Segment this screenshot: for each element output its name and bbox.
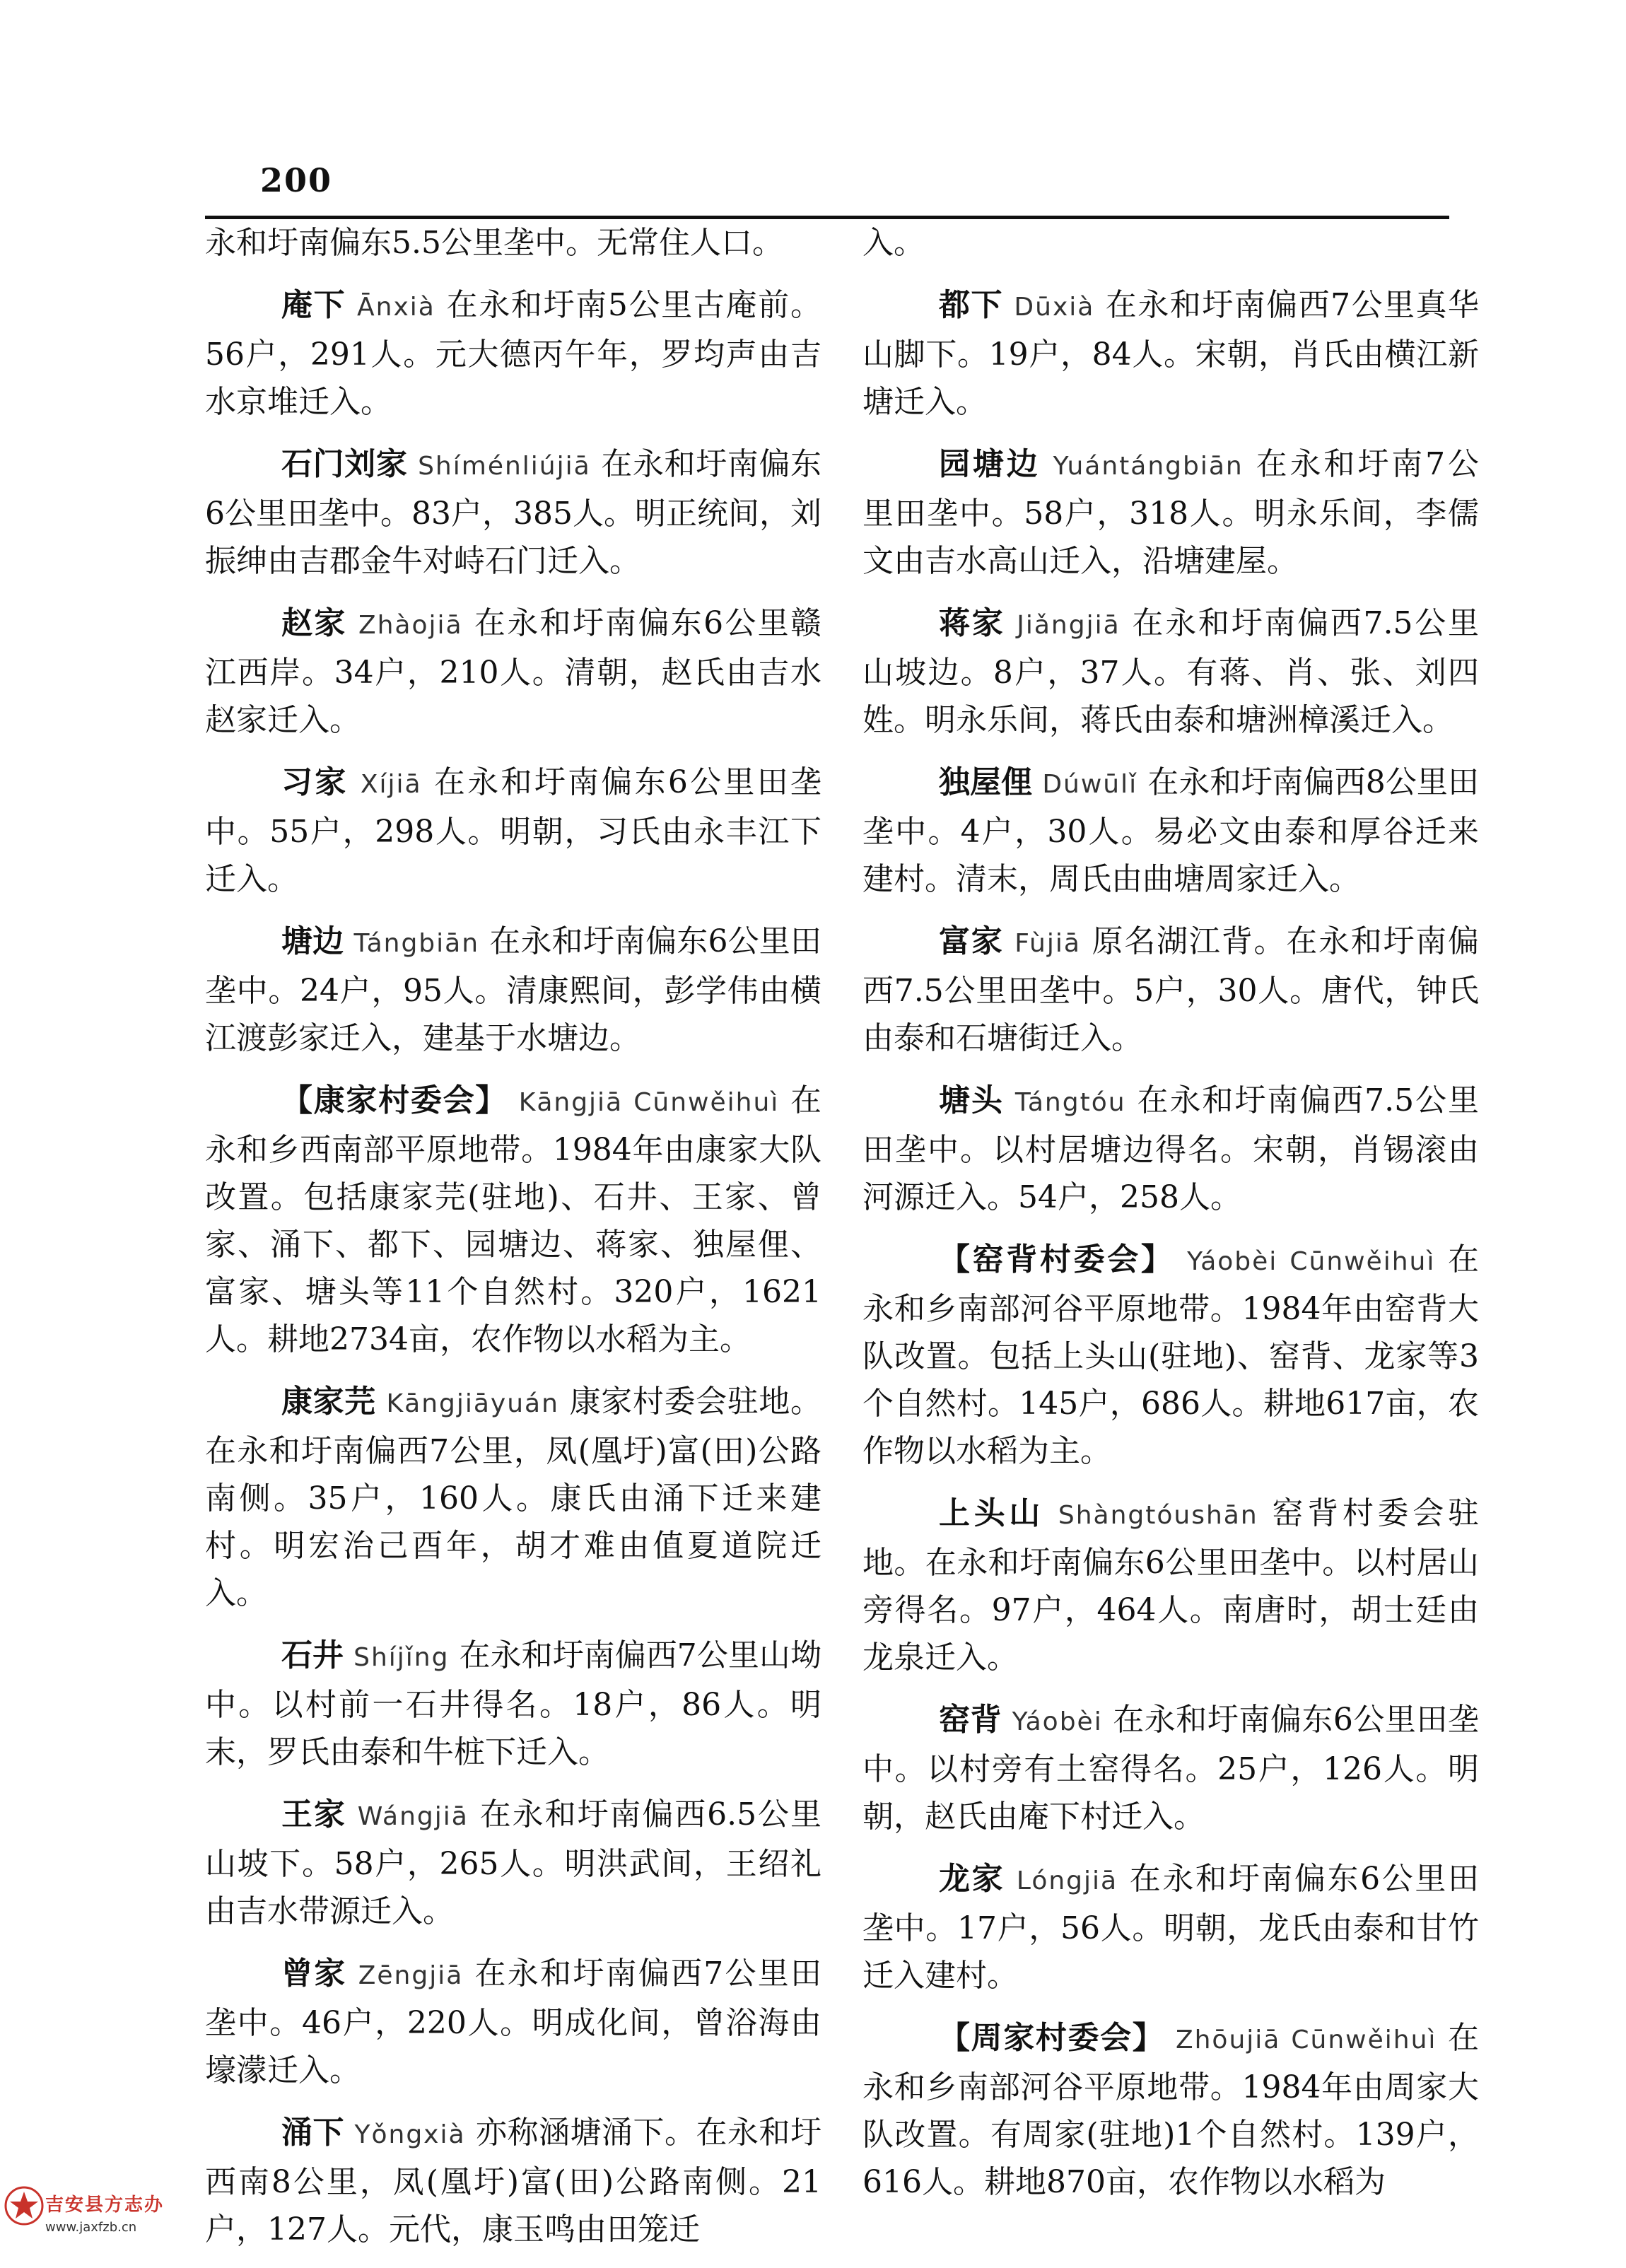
entry-paragraph xyxy=(205,1791,821,1935)
entry-heading: 涌下 xyxy=(281,2115,344,2151)
entry-text: 在永和圩南偏西6.5公里山坡下。58户，265人。明洪武间，王绍礼由吉水带源迁入。 xyxy=(205,1796,821,1929)
entry-paragraph xyxy=(862,2014,1479,2206)
entry-paragraph xyxy=(205,1632,821,1776)
red-star-emblem-icon xyxy=(4,2186,44,2226)
entry-romanization: Dúwūlǐ xyxy=(1042,770,1138,799)
entry-romanization: Jiǎngjiā xyxy=(1017,611,1121,640)
entry-romanization: Kāngjiāyuán xyxy=(386,1389,559,1418)
entry-heading: 曾家 xyxy=(281,1956,347,1992)
entry-romanization: Yáobèi xyxy=(1012,1707,1103,1736)
entry-heading: 【窑背村委会】 xyxy=(939,1241,1175,1278)
entry-romanization: Fùjiā xyxy=(1014,929,1081,958)
entry-paragraph xyxy=(862,1490,1479,1681)
entry-romanization: Lóngjiā xyxy=(1016,1866,1118,1895)
entry-text: 在永和圩南偏西7公里田垄中。46户，220人。明成化间，曾浴海由壕濛迁入。 xyxy=(205,1956,821,2088)
entry-text: 在永和圩南5公里古庵前。56户，291人。元大德丙午年，罗均声由吉水京堆迁入。 xyxy=(205,287,821,420)
entry-heading: 石门刘家 xyxy=(281,446,408,482)
entry-paragraph xyxy=(205,1378,821,1617)
page-number: 200 xyxy=(260,161,333,199)
entry-text: 在永和圩南偏西7公里山坳中。以村前一石井得名。18户，86人。明末，罗氏由泰和牛桩下迁入。 xyxy=(205,1637,821,1770)
entry-paragraph xyxy=(862,1236,1479,1475)
entry-paragraph xyxy=(205,2109,821,2253)
entry-text: 在永和圩南偏东6公里赣江西岸。34户，210人。清朝，赵氏由吉水赵家迁入。 xyxy=(205,605,821,738)
watermark-url: www.jaxfzb.cn xyxy=(45,2220,137,2235)
entry-romanization: Tángbiān xyxy=(353,929,480,958)
entry-paragraph xyxy=(862,281,1479,426)
entry-text: 在永和乡南部河谷平原地带。1984年由窑背大队改置。包括上头山(驻地)、窑背、龙家等3个自然村。145户，686人。耕地617亩，农作物以水稻为主。 xyxy=(862,1241,1480,1469)
entry-text: 在永和圩南偏东6公里田垄中。55户，298人。明朝，习氏由永丰江下迁入。 xyxy=(205,764,821,897)
entry-romanization: Yǒngxià xyxy=(354,2120,466,2149)
entry-text: 在永和圩南7公里田垄中。58户，318人。明永乐间，李儒文由吉水高山迁入，沿塘建屋。 xyxy=(862,446,1479,579)
entry-heading: 都下 xyxy=(939,287,1003,323)
entry-paragraph xyxy=(862,759,1479,903)
entry-text: 在永和圩南偏西7公里真华山脚下。19户，84人。宋朝，肖氏由横江新塘迁入。 xyxy=(862,287,1479,420)
entry-romanization: Shíjǐng xyxy=(353,1643,450,1672)
entry-paragraph xyxy=(205,600,821,744)
entry-text: 在永和乡西南部平原地带。1984年由康家大队改置。包括康家芫(驻地)、石井、王家、曾家、涌下、都下、园塘边、蒋家、独屋俚、富家、塘头等11个自然村。320户，1621人。耕地2734亩，农作物以水稻为主。 xyxy=(205,1082,821,1357)
entry-heading: 习家 xyxy=(281,764,349,800)
entry-paragraph xyxy=(205,440,821,585)
entry-heading: 【周家村委会】 xyxy=(939,2020,1165,2056)
entry-paragraph xyxy=(205,918,821,1062)
entry-heading: 上头山 xyxy=(939,1495,1045,1531)
entry-paragraph xyxy=(862,219,1479,267)
entry-paragraph xyxy=(862,440,1479,585)
entry-romanization: Xíjiā xyxy=(360,770,422,799)
watermark-title: 吉安县方志办 xyxy=(45,2194,165,2216)
entry-paragraph xyxy=(205,759,821,903)
entry-romanization: Ānxià xyxy=(357,293,435,322)
entry-romanization: Kāngjiā Cūnwěihuì xyxy=(518,1088,780,1117)
entry-text: 在永和圩南偏东6公里田垄中。24户，95人。清康熙间，彭学伟由横江渡彭家迁入，建基于水塘边。 xyxy=(205,923,821,1056)
entry-text: 在永和圩南偏西8公里田垄中。4户，30人。易必文由泰和厚谷迁来建村。清末，周氏由曲塘周家迁入。 xyxy=(862,764,1480,897)
entry-heading: 园塘边 xyxy=(939,446,1041,482)
entry-romanization: Shàngtóushān xyxy=(1058,1501,1258,1530)
entry-text: 在永和圩南偏东6公里田垄中。17户，56人。明朝，龙氏由泰和甘竹迁入建村。 xyxy=(862,1861,1479,1994)
entry-text: 原名湖江背。在永和圩南偏西7.5公里田垄中。5户，30人。唐代，钟氏由泰和石塘街迁入。 xyxy=(862,923,1479,1056)
entry-text: 在永和圩南偏西7.5公里田垄中。以村居塘边得名。宋朝，肖锡滚由河源迁入。54户，258人。 xyxy=(862,1082,1479,1215)
entry-text: 在永和圩南偏东6公里田垄中。83户，385人。明正统间，刘振绅由吉郡金牛对峙石门迁入。 xyxy=(205,446,821,579)
entry-paragraph xyxy=(862,600,1479,744)
entry-paragraph xyxy=(205,281,821,426)
entry-heading: 石井 xyxy=(281,1637,344,1673)
entry-text: 在永和乡南部河谷平原地带。1984年由周家大队改置。有周家(驻地)1个自然村。139户，616人。耕地870亩，农作物以水稻为 xyxy=(862,2020,1479,2200)
entry-text: 永和圩南偏东5.5公里垄中。无常住人口。 xyxy=(205,225,783,261)
entry-romanization: Shíménliújiā xyxy=(418,452,591,481)
right-column xyxy=(862,219,1479,2221)
entry-romanization: Dūxià xyxy=(1014,293,1095,322)
entry-text: 康家村委会驻地。在永和圩南偏西7公里，凤(凰圩)富(田)公路南侧。35户，160人。康氏由涌下迁来建村。明宏治己酉年，胡才难由值夏道院迁入。 xyxy=(205,1384,821,1611)
entry-paragraph xyxy=(862,1855,1479,1999)
entry-paragraph xyxy=(862,1077,1479,1221)
entry-heading: 龙家 xyxy=(939,1861,1005,1897)
entry-romanization: Zēngjiā xyxy=(358,1961,464,1990)
watermark xyxy=(4,2183,167,2247)
entry-heading: 赵家 xyxy=(281,605,347,641)
entry-text: 在永和圩南偏东6公里田垄中。以村旁有土窑得名。25户，126人。明朝，赵氏由庵下村迁入。 xyxy=(862,1702,1479,1835)
entry-paragraph xyxy=(862,918,1479,1062)
entry-romanization: Wángjiā xyxy=(357,1802,469,1831)
entry-text: 在永和圩南偏西7.5公里山坡边。8户，37人。有蒋、肖、张、刘四姓。明永乐间，蒋氏由泰和塘洲樟溪迁入。 xyxy=(862,605,1479,738)
entry-romanization: Yáobèi Cūnwěihuì xyxy=(1187,1247,1436,1276)
entry-romanization: Tángtóu xyxy=(1014,1088,1126,1117)
entry-heading: 独屋俚 xyxy=(939,764,1033,800)
entry-heading: 王家 xyxy=(281,1796,346,1832)
entry-romanization: Yuántángbiān xyxy=(1053,452,1244,481)
entry-heading: 庵下 xyxy=(281,287,346,323)
entry-text: 窑背村委会驻地。在永和圩南偏东6公里田垄中。以村居山旁得名。97户，464人。南唐时，胡士廷由龙泉迁入。 xyxy=(862,1495,1479,1676)
entry-heading: 富家 xyxy=(939,923,1004,959)
entry-paragraph xyxy=(205,219,821,267)
entry-heading: 窑背 xyxy=(939,1702,1002,1738)
entry-text: 亦称涵塘涌下。在永和圩西南8公里，凤(凰圩)富(田)公路南侧。21户，127人。元代，康玉鸣由田笼迁 xyxy=(205,2115,821,2247)
entry-heading: 塘头 xyxy=(939,1082,1004,1118)
left-column xyxy=(205,219,821,2268)
entry-heading: 【康家村委会】 xyxy=(281,1082,508,1118)
entry-heading: 塘边 xyxy=(281,923,344,959)
entry-paragraph xyxy=(205,1077,821,1363)
entry-paragraph xyxy=(205,1950,821,2094)
entry-romanization: Zhōujiā Cūnwěihuì xyxy=(1175,2026,1437,2054)
entry-paragraph xyxy=(862,1696,1479,1840)
entry-romanization: Zhàojiā xyxy=(358,611,463,640)
entry-heading: 康家芫 xyxy=(281,1384,376,1420)
entry-heading: 蒋家 xyxy=(939,605,1005,641)
entry-text: 入。 xyxy=(862,225,925,261)
